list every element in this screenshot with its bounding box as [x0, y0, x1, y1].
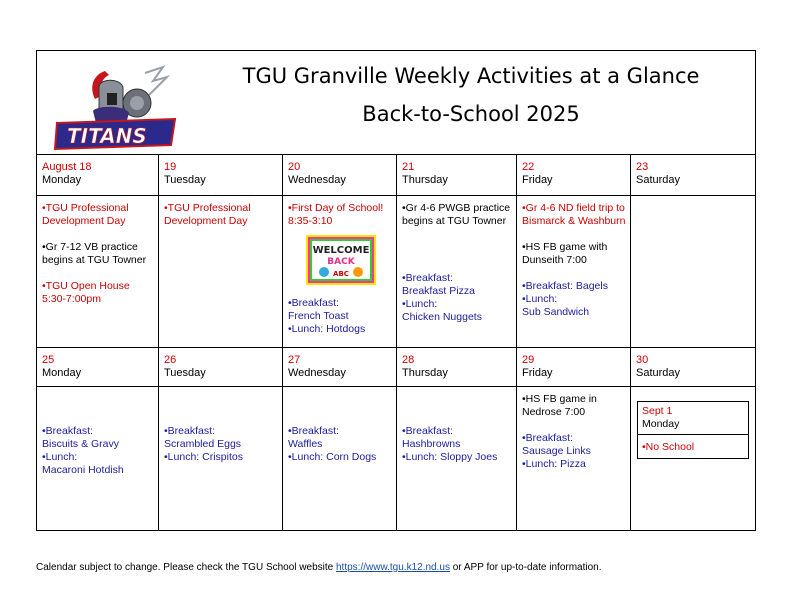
event-item: •Gr 4-6 PWGB practice begins at TGU Towner: [402, 202, 511, 227]
breakfast-label: •Breakfast:: [288, 425, 339, 437]
lunch-item: Chicken Nuggets: [402, 311, 482, 323]
breakfast-label: •Breakfast:: [402, 425, 453, 437]
events-20: [283, 196, 397, 348]
date-number: 19: [164, 161, 177, 173]
date-number: 23: [636, 161, 649, 173]
title-block: [187, 61, 755, 129]
day-name: Monday: [42, 174, 82, 186]
back-text: BACK: [327, 257, 355, 267]
event-item: •Gr 4-6 ND field trip to Bismarck & Washburn: [522, 202, 626, 227]
footer-note: [36, 562, 602, 574]
welcome-back-image: [306, 235, 376, 285]
breakfast-label: •Breakfast:: [522, 432, 573, 444]
school-website-link[interactable]: https://www.tgu.k12.nd.us: [336, 562, 450, 573]
event-item: •TGU Open House 5:30-7:00pm: [42, 280, 130, 305]
date-cell-23: [631, 155, 756, 196]
day-name: Thursday: [402, 367, 448, 379]
date-number: 21: [402, 161, 415, 173]
breakfast-item: Sausage Links: [522, 445, 591, 457]
date-number: 25: [42, 354, 55, 366]
event-item: •TGU Professional Development Day: [42, 202, 129, 227]
sept-1-events: [638, 435, 748, 458]
lunch-item: Macaroni Hotdish: [42, 464, 124, 476]
event-item: •First Day of School! 8:35-3:10: [288, 202, 384, 227]
events-22: [517, 196, 631, 348]
page-subtitle: Back-to-School 2025: [362, 102, 580, 126]
day-name: Friday: [522, 367, 553, 379]
lunch-item: •Lunch: Corn Dogs: [288, 451, 377, 463]
breakfast-label: •Breakfast:: [42, 425, 93, 437]
date-cell-21: [397, 155, 517, 196]
events-23: [631, 196, 756, 348]
date-cell-22: [517, 155, 631, 196]
breakfast-label: •Breakfast:: [402, 272, 453, 284]
lunch-item: •Lunch: Hotdogs: [288, 323, 366, 335]
date-cell-20: [283, 155, 397, 196]
date-number: 28: [402, 354, 415, 366]
day-name: Tuesday: [164, 367, 206, 379]
logo-text: TITANS: [67, 124, 147, 148]
day-name: Wednesday: [288, 367, 346, 379]
footer-text-after: or APP for up-to-date information.: [449, 562, 602, 573]
events-aug-18: [37, 196, 159, 348]
date-number: Sept 1: [642, 405, 673, 417]
date-cell-26: [159, 348, 283, 387]
event-item: •No School: [642, 441, 695, 453]
date-number: 27: [288, 354, 301, 366]
breakfast-item: French Toast: [288, 310, 349, 322]
day-name: Thursday: [402, 174, 448, 186]
event-item: •HS FB game with Dunseith 7:00: [522, 241, 608, 266]
date-cell-28: [397, 348, 517, 387]
events-29: [517, 387, 631, 531]
sept-1-box: [637, 401, 749, 459]
date-number: 26: [164, 354, 177, 366]
footer-text-before: Calendar subject to change. Please check the TGU School website: [36, 562, 336, 573]
calendar-header: [37, 51, 756, 155]
lunch-label: •Lunch:: [42, 451, 78, 463]
breakfast-item: Biscuits & Gravy: [42, 438, 120, 450]
breakfast-item: Scrambled Eggs: [164, 438, 242, 450]
event-item: •Gr 7-12 VB practice begins at TGU Towner: [42, 241, 147, 266]
lunch-item: •Lunch: Sloppy Joes: [402, 451, 498, 463]
events-25: [37, 387, 159, 531]
event-item: •HS FB game in Nedrose 7:00: [522, 393, 597, 418]
events-21: [397, 196, 517, 348]
lunch-label: •Lunch:: [522, 293, 558, 305]
page-title: TGU Granville Weekly Activities at a Glance: [242, 64, 700, 88]
date-number: August 18: [42, 161, 92, 173]
date-cell-27: [283, 348, 397, 387]
events-28: [397, 387, 517, 531]
date-number: 20: [288, 161, 301, 173]
events-30: [631, 387, 756, 531]
date-cell-25: [37, 348, 159, 387]
day-name: Saturday: [636, 174, 681, 186]
lunch-label: •Lunch:: [402, 298, 438, 310]
date-number: 30: [636, 354, 649, 366]
date-number: 29: [522, 354, 535, 366]
weekly-calendar: [36, 50, 756, 531]
welcome-text: WELCOME: [312, 245, 370, 256]
events-26: [159, 387, 283, 531]
day-name: Monday: [642, 418, 680, 430]
date-cell-30: [631, 348, 756, 387]
sept-1-header: [638, 402, 748, 435]
day-name: Monday: [42, 367, 82, 379]
date-cell-29: [517, 348, 631, 387]
lunch-item: Sub Sandwich: [522, 306, 590, 318]
breakfast-item: Breakfast Pizza: [402, 285, 475, 297]
lunch-item: •Lunch: Crispitos: [164, 451, 243, 463]
events-19: [159, 196, 283, 348]
breakfast-item: Hashbrowns: [402, 438, 461, 450]
date-cell-19: [159, 155, 283, 196]
events-27: [283, 387, 397, 531]
breakfast-item: •Breakfast: Bagels: [522, 280, 608, 292]
date-cell-aug-18: [37, 155, 159, 196]
titans-logo: [53, 65, 183, 155]
date-number: 22: [522, 161, 535, 173]
event-item: •TGU Professional Development Day: [164, 202, 251, 227]
day-name: Wednesday: [288, 174, 346, 186]
abc-text: ABC: [333, 270, 349, 278]
day-name: Friday: [522, 174, 553, 186]
day-name: Tuesday: [164, 174, 206, 186]
breakfast-item: Waffles: [288, 438, 323, 450]
day-name: Saturday: [636, 367, 681, 379]
breakfast-label: •Breakfast:: [164, 425, 215, 437]
breakfast-label: •Breakfast:: [288, 297, 339, 309]
lunch-item: •Lunch: Pizza: [522, 458, 586, 470]
